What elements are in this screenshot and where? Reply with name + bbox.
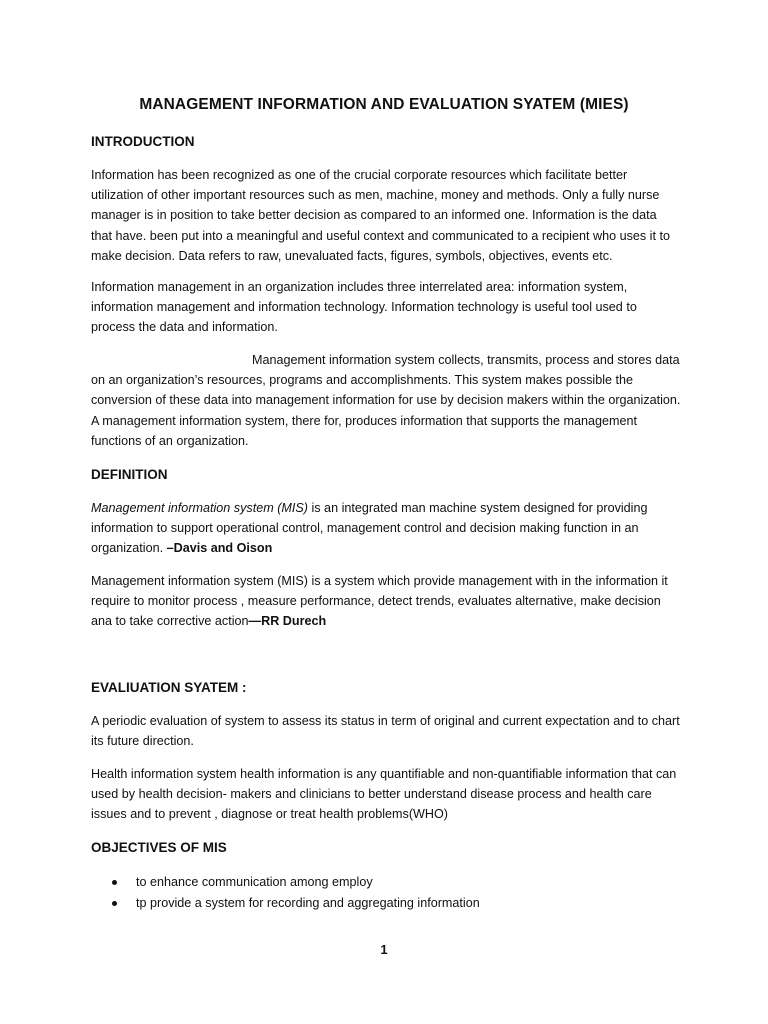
introduction-paragraph-3: Management information system collects, transmits, process and stores data on an organization’s resources, programs and accomplishments. This system makes possible the conversion of these data into management information for use by decision makers within the organization. A management information system, there for, produces information that supports the management functions of an organization. [91, 353, 681, 448]
objectives-list [112, 872, 480, 914]
list-item-text: to enhance communication among employ [136, 875, 373, 889]
bullet-icon [112, 901, 117, 906]
introduction-paragraph-2: Information management in an organization includes three interrelated area: information system, information management and information technology. Information technology is useful tool used to process the data and information. [91, 280, 637, 335]
definition-heading: DEFINITION [91, 467, 168, 482]
list-item-text: tp provide a system for recording and aggregating information [136, 896, 480, 910]
definition-2-text: Management information system (MIS) is a system which provide management with in the information it require to monitor process , measure performance, detect trends, evaluates alternative, make decision ana to take corrective action [91, 574, 668, 629]
definition-1-term: Management information system (MIS) [91, 501, 308, 515]
definition-2 [91, 571, 681, 632]
definition-1 [91, 498, 681, 559]
bullet-icon [112, 880, 117, 885]
page-title: MANAGEMENT INFORMATION AND EVALUATION SYATEM (MIES) [139, 96, 629, 113]
evaluation-paragraph-1: A periodic evaluation of system to assess its status in term of original and current expectation and to chart its future direction. [91, 714, 680, 749]
definition-1-author: –Davis and Oison [166, 541, 273, 556]
page-number: 1 [380, 942, 388, 957]
introduction-paragraph-1: Information has been recognized as one of the crucial corporate resources which facilitate better utilization of other important resources such as men, machine, money and methods. Only a fully nurse manager is in position to take better decision as compared to an informed one. Information is the data that have. been put into a meaningful and useful context and communicated to a recipient who uses it to make decision. Data refers to raw, unevaluated facts, figures, symbols, objectives, events etc. [91, 168, 670, 263]
definition-2-author: —RR Durech [248, 614, 327, 629]
list-item [112, 872, 480, 893]
list-item [112, 893, 480, 914]
evaluation-heading: EVALIUATION SYATEM : [91, 680, 247, 695]
definition-1-text: is an integrated man machine system designed for providing information to support operational control, management control and decision making function in an organization. [91, 501, 648, 556]
objectives-heading: OBJECTIVES OF MIS [91, 840, 227, 855]
evaluation-paragraph-2: Health information system health information is any quantifiable and non-quantifiable information that can used by health decision- makers and clinicians to better understand disease process and health care issues and to prevent , diagnose or treat health problems(WHO) [91, 767, 677, 822]
introduction-heading: INTRODUCTION [91, 134, 195, 149]
